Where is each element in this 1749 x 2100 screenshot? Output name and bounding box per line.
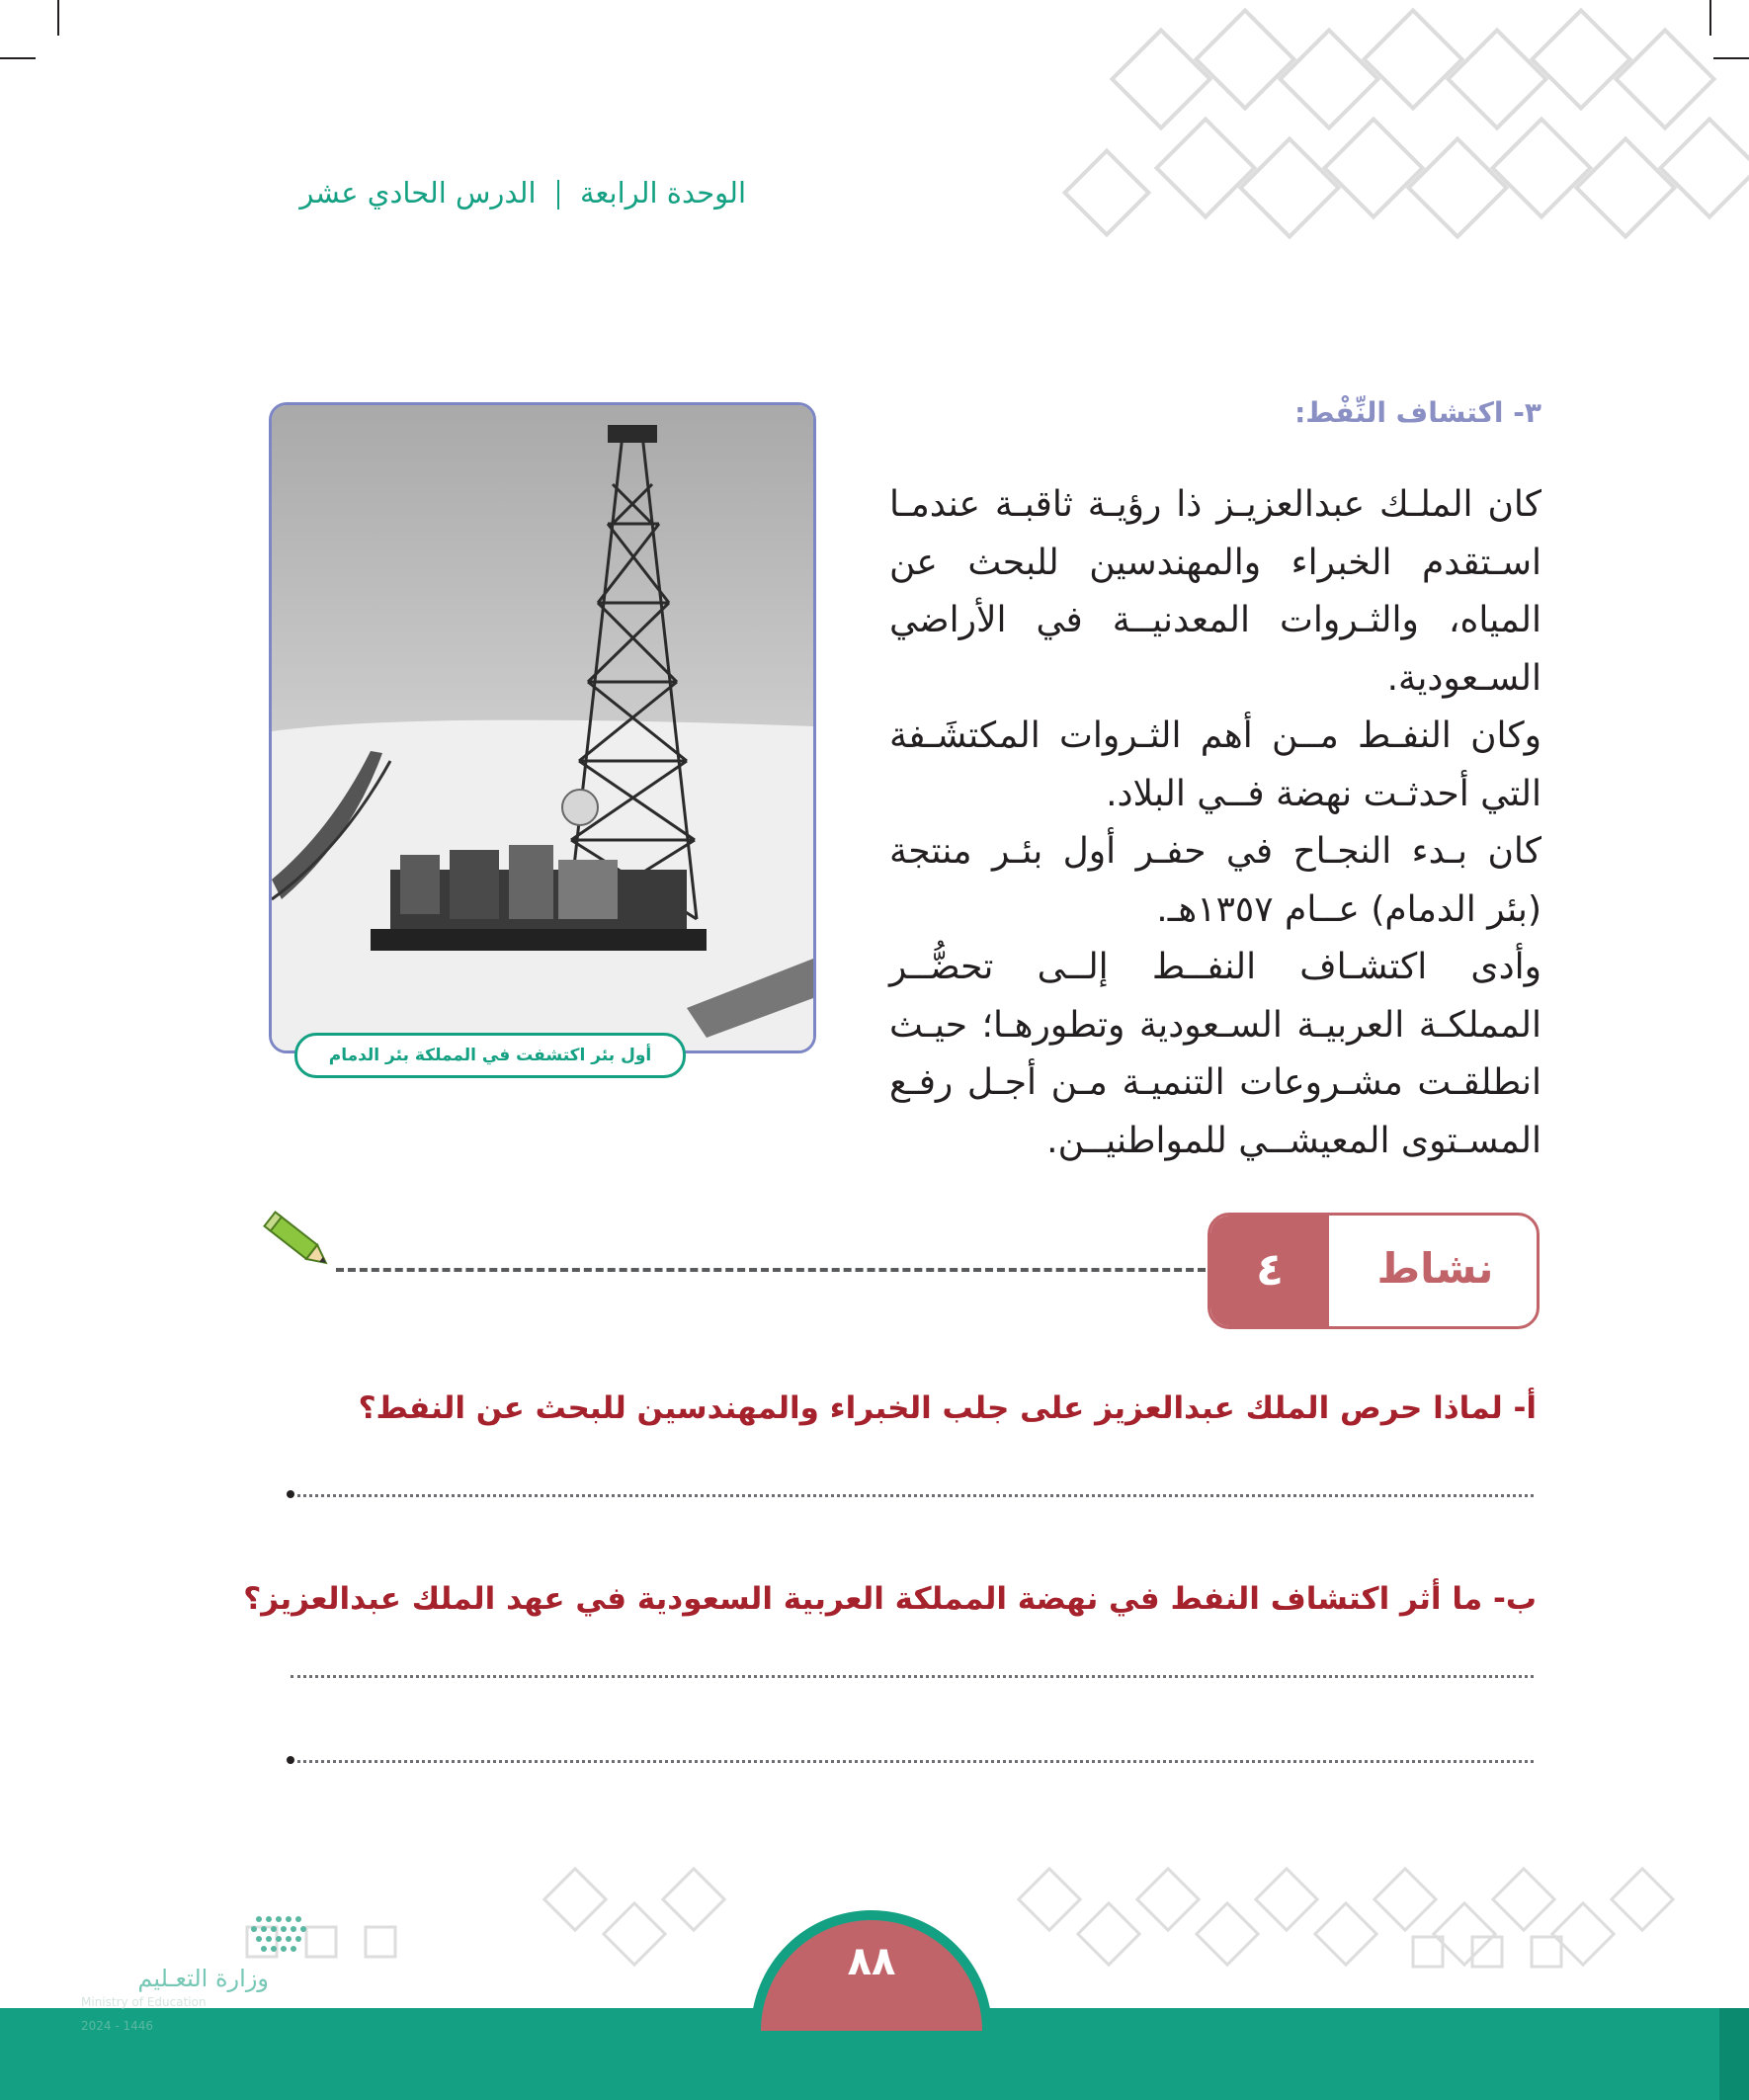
dashed-divider xyxy=(336,1268,1206,1272)
answer-line-dot xyxy=(287,1490,294,1498)
ministry-latin-name: Ministry of Education xyxy=(81,1995,207,2009)
activity-label: نشاط xyxy=(1376,1244,1494,1293)
lesson-label: الدرس الحادي عشر xyxy=(299,176,537,210)
footer-side-strip xyxy=(1719,2008,1749,2100)
oil-derrick-illustration xyxy=(272,405,813,1050)
paragraph: كان الملـك عبدالعزيـز ذا رؤيـة ثاقبـة عندمـا اسـتقدم الخبراء والمهندسين للبحث عن المياه، والثـروات المعدنيــة في الأراضي السـعودية. xyxy=(889,484,1541,699)
answer-line[interactable] xyxy=(291,1494,1534,1497)
crop-mark xyxy=(0,57,36,59)
paragraph: وأدى اكتشـاف النفــط إلــى تحضُّــر المملكـة العربيـة السـعودية وتطورهـا؛ حيـث انطلقـت مشـروعات التنميـة مـن أجـل رفـع المسـتوى المعيشــي للمواطنيــن. xyxy=(889,947,1541,1161)
unit-lesson-header xyxy=(247,168,746,217)
ministry-name: وزارة التعـليم xyxy=(137,1965,269,1992)
section-title: ٣- اكتشاف النِّفْط: xyxy=(1294,396,1541,429)
section-body xyxy=(889,476,1541,1170)
paragraph: كان بـدء النجـاح في حفـر أول بئـر منتجة (بئر الدمام) عــام ١٣٥٧هـ. xyxy=(889,831,1541,930)
activity-badge xyxy=(1208,1213,1540,1329)
answer-line[interactable] xyxy=(291,1675,1534,1678)
decorative-pattern-top xyxy=(1038,0,1749,277)
activity-number: ٤ xyxy=(1210,1216,1329,1326)
header-separator xyxy=(557,180,559,210)
crop-mark xyxy=(57,0,59,36)
page-number: ٨٨ xyxy=(761,1920,982,2031)
answer-line[interactable] xyxy=(291,1760,1534,1763)
oil-rig-photo xyxy=(269,402,816,1053)
question-a: أ- لماذا حرص الملك عبدالعزيز على جلب الخبراء والمهندسين للبحث عن النفط؟ xyxy=(358,1390,1537,1426)
paragraph: وكان النفـط مــن أهم الثـروات المكتشَـفة التي أحدثـت نهضة فــي البلاد. xyxy=(889,715,1541,814)
question-b: ب- ما أثر اكتشاف النفط في نهضة المملكة العربية السعودية في عهد الملك عبدالعزيز؟ xyxy=(243,1581,1537,1617)
photo-caption: أول بئر اكتشفت في المملكة بئر الدمام xyxy=(294,1033,686,1078)
pencil-icon xyxy=(262,1208,337,1277)
answer-line-dot xyxy=(287,1756,294,1764)
edition-year: 2024 - 1446 xyxy=(81,2019,154,2033)
unit-label: الوحدة الرابعة xyxy=(580,176,746,210)
